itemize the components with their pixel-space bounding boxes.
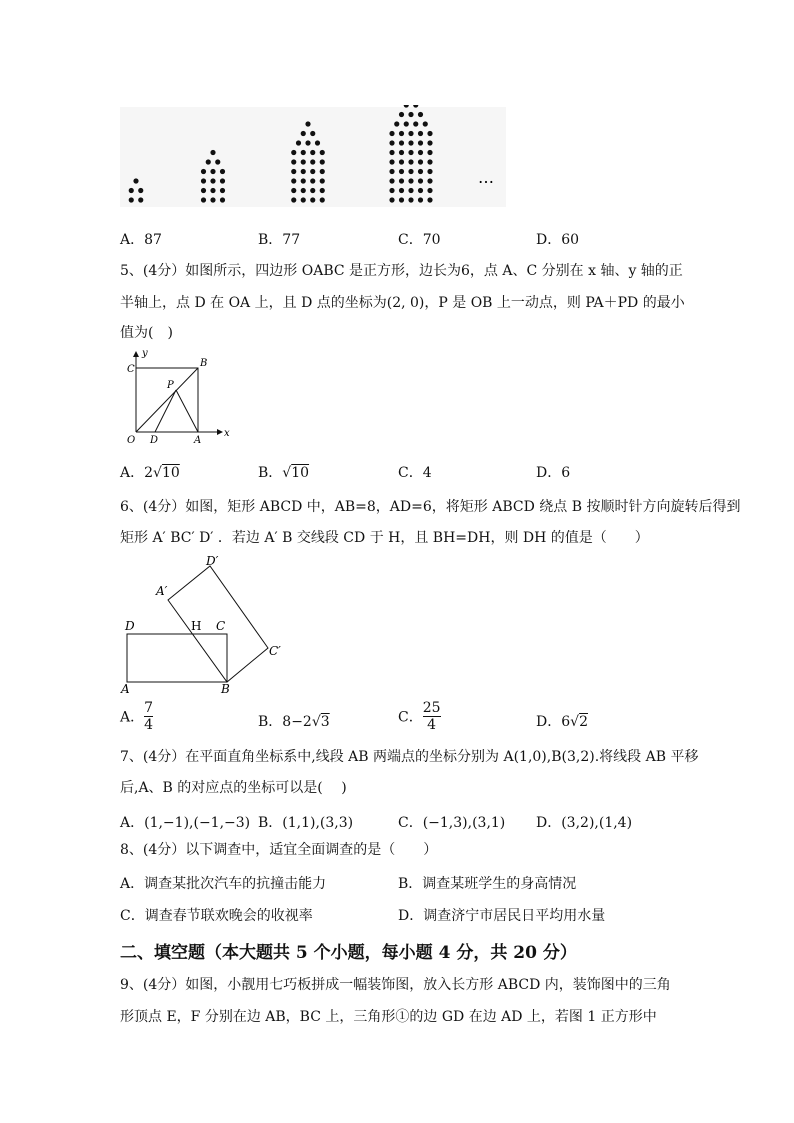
pattern-dot — [138, 188, 143, 193]
pattern-dot — [220, 188, 225, 193]
pattern-dot — [389, 150, 394, 155]
q4-option-a[interactable]: A．87 — [120, 232, 162, 248]
pattern-dot — [418, 150, 423, 155]
q6-option-b-prefix: B．8−2 — [258, 714, 312, 730]
q7-option-c[interactable]: C．(−1,3),(3,1) — [398, 815, 506, 831]
pattern-dot — [427, 159, 432, 164]
pattern-dot — [291, 169, 296, 174]
pattern-dot — [399, 188, 404, 193]
pattern-dot — [133, 178, 138, 183]
q5-label-c: C — [127, 364, 135, 375]
pattern-dot — [408, 150, 413, 155]
pattern-dot — [129, 188, 134, 193]
q7-option-a[interactable]: A．(1,−1),(−1,−3) — [120, 815, 251, 831]
q7-stem-line2: 后,A、B 的对应点的坐标可以是( ) — [120, 780, 347, 796]
pattern-dot — [408, 169, 413, 174]
q5-label-d: D — [150, 435, 159, 446]
pattern-dot — [310, 178, 315, 183]
q5-option-a-radicand: 10 — [161, 465, 180, 481]
pattern-dot — [291, 159, 296, 164]
pattern-dot — [291, 197, 296, 202]
q6-option-a[interactable] — [120, 700, 153, 733]
q6-option-a-numerator: 7 — [144, 700, 154, 716]
q6-option-c-numerator: 25 — [422, 700, 441, 716]
q6-label-b: B — [221, 682, 230, 696]
pattern-dot — [389, 140, 394, 145]
pattern-dot — [418, 169, 423, 174]
pattern-dot — [296, 140, 301, 145]
sqrt-symbol-icon: √ — [311, 714, 321, 730]
q6-option-d-radicand: 2 — [579, 714, 588, 730]
q6-stem-line2: 矩形 A′ BC′ D′ ．若边 A′ B 交线段 CD 于 H，且 BH=DH，则 DH 的值是（ ） — [120, 530, 649, 546]
pattern-dot — [310, 150, 315, 155]
q5-option-d[interactable]: D．6 — [536, 465, 571, 481]
q8-option-c[interactable]: C．调查春节联欢晚会的收视率 — [120, 908, 313, 924]
q8-option-a[interactable]: A．调查某批次汽车的抗撞击能力 — [120, 876, 327, 892]
pattern-dot — [310, 131, 315, 136]
pattern-dot — [315, 140, 320, 145]
pattern-dot — [310, 169, 315, 174]
pattern-dot — [389, 178, 394, 183]
pattern-dot — [399, 159, 404, 164]
q6-option-c-fraction — [423, 700, 441, 733]
q5-label-b: B — [200, 358, 208, 369]
pattern-dot — [220, 197, 225, 202]
pattern-dot — [408, 178, 413, 183]
pattern-dot — [418, 159, 423, 164]
q5-label-p: P — [167, 380, 174, 391]
pattern-dot — [418, 188, 423, 193]
q6-option-d-prefix: D．6 — [536, 714, 571, 730]
q6-option-c[interactable] — [398, 700, 441, 733]
q5-option-b[interactable] — [258, 462, 309, 482]
q5-label-o: O — [127, 435, 136, 446]
pattern-dot — [399, 197, 404, 202]
q6-option-c-prefix: C． — [398, 709, 423, 726]
q5-label-a: A — [194, 435, 202, 446]
sqrt-symbol-icon: √ — [282, 465, 292, 481]
pattern-dot — [305, 121, 310, 126]
q6-label-d-prime: D′ — [206, 556, 219, 568]
pattern-dot — [423, 121, 428, 126]
q5-label-x: x — [224, 428, 230, 439]
q6-option-d[interactable] — [536, 711, 588, 731]
q5-square-figure — [118, 346, 238, 446]
pattern-dot — [399, 140, 404, 145]
dot-pattern-figure — [118, 105, 508, 210]
pattern-dot — [320, 178, 325, 183]
pattern-dot — [418, 131, 423, 136]
pattern-dot — [408, 112, 413, 117]
q7-option-b[interactable]: B．(1,1),(3,3) — [258, 815, 354, 831]
pattern-dot — [291, 150, 296, 155]
q5-option-a-prefix: A．2 — [120, 465, 154, 481]
pattern-dot — [418, 140, 423, 145]
q6-option-a-prefix: A． — [120, 709, 145, 726]
pattern-dot — [206, 159, 211, 164]
pattern-dot — [389, 169, 394, 174]
pattern-dot — [210, 150, 215, 155]
q8-option-b[interactable]: B．调查某班学生的身高情况 — [398, 876, 577, 892]
pattern-dot — [389, 159, 394, 164]
sqrt-symbol-icon: √ — [153, 465, 162, 481]
pattern-dot — [310, 197, 315, 202]
sqrt-symbol-icon: √ — [570, 714, 580, 730]
pattern-dot — [408, 140, 413, 145]
pattern-dot — [404, 121, 409, 126]
pattern-dot — [310, 159, 315, 164]
pattern-dot — [301, 188, 306, 193]
pattern-dot — [408, 188, 413, 193]
pattern-dot — [210, 169, 215, 174]
pattern-dot — [138, 197, 143, 202]
q6-stem-line1: 6、(4分）如图，矩形 ABCD 中，AB=8，AD=6，将矩形 ABCD 绕点 B 按顺时针方向旋转后得到 — [120, 499, 741, 515]
section-title: 二、填空题（本大题共 5 个小题，每小题 4 分，共 20 分） — [120, 943, 577, 963]
pattern-dot — [399, 131, 404, 136]
q5-label-y: y — [142, 348, 148, 359]
q5-option-b-prefix: B． — [258, 465, 283, 481]
pattern-dot — [291, 188, 296, 193]
pattern-dot — [408, 197, 413, 202]
q6-option-b[interactable] — [258, 711, 330, 731]
q4-option-b[interactable]: B．77 — [258, 232, 301, 248]
pattern-dot — [320, 159, 325, 164]
pattern-dot — [427, 188, 432, 193]
pattern-dot — [418, 197, 423, 202]
pattern-dot — [389, 131, 394, 136]
pattern-dot — [301, 159, 306, 164]
pattern-dot — [427, 169, 432, 174]
q6-option-c-denominator: 4 — [427, 717, 437, 734]
q6-label-d: D — [125, 619, 135, 633]
pattern-dot — [301, 150, 306, 155]
q7-stem-line1: 7、(4分）在平面直角坐标系中,线段 AB 两端点的坐标分别为 A(1,0),B(3,2).将线段 AB 平移 — [120, 749, 699, 765]
q4-option-c[interactable]: C．70 — [398, 232, 441, 248]
pattern-continuation: … — [478, 168, 494, 187]
q6-label-h: H — [191, 619, 202, 633]
pattern-dot — [320, 150, 325, 155]
pattern-dot — [320, 188, 325, 193]
pattern-dot — [220, 178, 225, 183]
pattern-dot — [301, 131, 306, 136]
pattern-dot — [427, 150, 432, 155]
pattern-dot — [129, 197, 134, 202]
pattern-dot — [418, 112, 423, 117]
q5-stem-line1: 5、(4分）如图所示，四边形 OABC 是正方形，边长为6，点 A、C 分别在 x 轴、y 轴的正 — [120, 263, 683, 279]
q9-stem-line2: 形顶点 E，F 分别在边 AB，BC 上，三角形①的边 GD 在边 AD 上，若图 1 正方形中 — [120, 1009, 657, 1025]
pattern-dot — [220, 169, 225, 174]
pattern-dot — [210, 197, 215, 202]
pattern-dot — [394, 121, 399, 126]
pattern-dot — [201, 178, 206, 183]
pattern-dot — [201, 188, 206, 193]
pattern-dot — [399, 169, 404, 174]
pattern-dot — [320, 169, 325, 174]
q6-label-a-prime: A′ — [156, 584, 168, 598]
pattern-dot — [301, 197, 306, 202]
pattern-dot — [408, 131, 413, 136]
q5-option-b-radicand: 10 — [291, 465, 310, 481]
q5-stem-line3: 值为( ) — [120, 325, 173, 341]
pattern-dot — [427, 178, 432, 183]
q4-option-d[interactable]: D．60 — [536, 232, 580, 248]
q9-stem-line1: 9、(4分）如图，小靓用七巧板拼成一幅装饰图，放入长方形 ABCD 内，装饰图中的三角 — [120, 977, 671, 993]
q5-option-c[interactable]: C．4 — [398, 465, 432, 481]
q5-stem-line2: 半轴上，点 D 在 OA 上，且 D 点的坐标为(2, 0)，P 是 OB 上一动点，则 PA＋PD 的最小 — [120, 295, 685, 311]
pattern-dot — [413, 121, 418, 126]
pattern-dot — [427, 140, 432, 145]
pattern-dot — [399, 178, 404, 183]
q5-option-a[interactable] — [120, 462, 180, 482]
pattern-dot — [310, 188, 315, 193]
q6-option-b-radicand: 3 — [320, 714, 330, 730]
pattern-dot — [210, 188, 215, 193]
pattern-dot — [291, 178, 296, 183]
q8-option-d[interactable]: D．调查济宁市居民日平均用水量 — [398, 908, 606, 924]
q6-rectangle-rotation-figure — [118, 556, 298, 696]
pattern-dot — [389, 188, 394, 193]
pattern-dot — [301, 178, 306, 183]
pattern-dot — [427, 197, 432, 202]
pattern-dot — [201, 197, 206, 202]
q6-label-a: A — [121, 682, 130, 696]
q6-label-c: C — [216, 619, 226, 633]
pattern-dot — [427, 131, 432, 136]
pattern-dot — [408, 159, 413, 164]
pattern-dot — [201, 169, 206, 174]
q6-option-a-fraction — [144, 700, 153, 733]
q6-option-a-denominator: 4 — [144, 717, 154, 734]
pattern-dot — [301, 169, 306, 174]
pattern-dot — [320, 197, 325, 202]
pattern-dot — [389, 197, 394, 202]
q6-label-c-prime: C′ — [269, 644, 281, 658]
pattern-dot — [399, 150, 404, 155]
q7-option-d[interactable]: D．(3,2),(1,4) — [536, 815, 633, 831]
pattern-dot — [215, 159, 220, 164]
pattern-dot — [418, 178, 423, 183]
pattern-dot — [305, 140, 310, 145]
pattern-dot — [210, 178, 215, 183]
q8-stem-line1: 8、(4分）以下调查中，适宜全面调查的是（ ） — [120, 842, 438, 858]
pattern-dot — [399, 112, 404, 117]
